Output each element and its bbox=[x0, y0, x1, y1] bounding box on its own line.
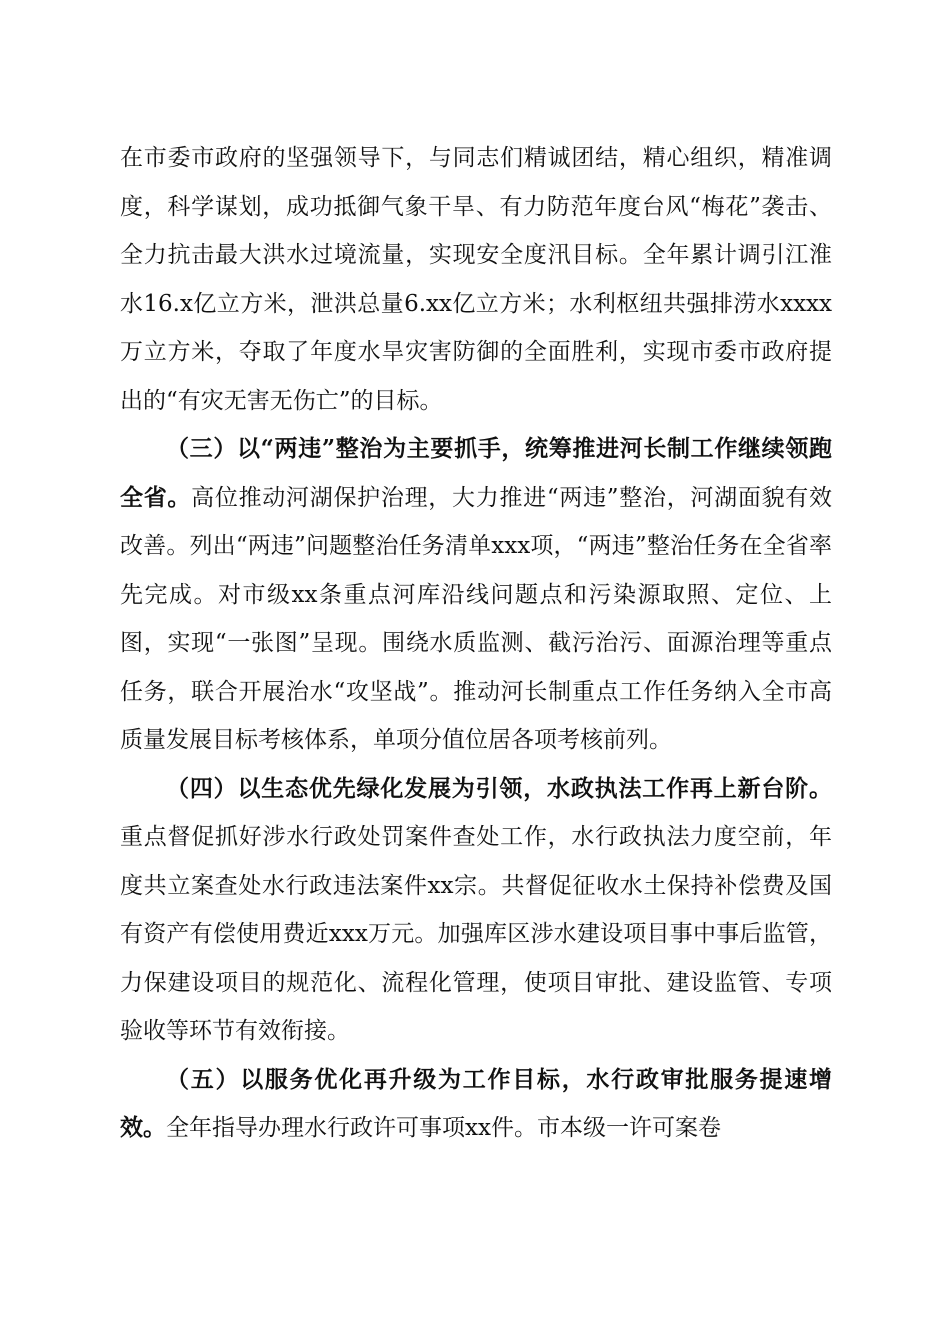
paragraph-flood-control bbox=[120, 134, 832, 425]
section-heading-3: （三）以“两违”整治为主要抓手，统筹推进河长制工作继续领跑全省。 bbox=[120, 435, 832, 511]
section-heading-4: （四）以生态优先绿化发展为引领，水政执法工作再上新台阶。 bbox=[166, 774, 832, 802]
paragraph-body: 在市委市政府的坚强领导下，与同志们精诚团结，精心组织，精准调度，科学谋划，成功抵御气象干旱、有力防范年度台风“梅花”袭击、全力抗击最大洪水过境流量，实现安全度汛目标。全年累计调引江淮水16.x亿立方米，泄洪总量6.xx亿立方米；水利枢纽共强排涝水xxxx万立方米，夺取了年度水旱灾害防御的全面胜利，实现市委市政府提出的“有灾无害无伤亡”的目标。 bbox=[120, 145, 832, 414]
paragraph-body: 全年指导办理水行政许可事项xx件。市本级一许可案卷 bbox=[166, 1115, 721, 1141]
paragraph-approval-service bbox=[120, 1056, 832, 1153]
paragraph-law-enforcement bbox=[120, 765, 832, 1056]
section-heading-5: （五）以服务优化再升级为工作目标，水行政审批服务提速增效。 bbox=[120, 1065, 832, 1141]
paragraph-body: 高位推动河湖保护治理，大力推进“两违”整治，河湖面貌有效改善。列出“两违”问题整治任务清单xxx项，“两违”整治任务在全省率先完成。对市级xx条重点河库沿线问题点和污染源取照、定位、上图，实现“一张图”呈现。围绕水质监测、截污治污、面源治理等重点任务，联合开展治水“攻坚战”。推动河长制重点工作任务纳入全市高质量发展目标考核体系，单项分值位居各项考核前列。 bbox=[120, 484, 832, 753]
document-body bbox=[120, 134, 832, 1153]
paragraph-body: 重点督促抓好涉水行政处罚案件查处工作，水行政执法力度空前，年度共立案查处水行政违法案件xx宗。共督促征收水土保持补偿费及国有资产有偿使用费近xxx万元。加强库区涉水建设项目事中事后监管，力保建设项目的规范化、流程化管理，使项目审批、建设监管、专项验收等环节有效衔接。 bbox=[120, 824, 832, 1044]
paragraph-river-chief bbox=[120, 425, 832, 765]
